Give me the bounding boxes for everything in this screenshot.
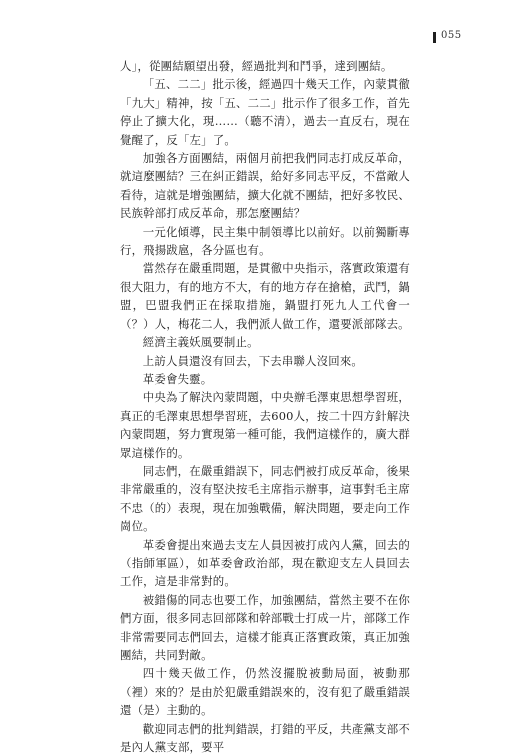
paragraph: 被錯傷的同志也要工作，加強團結，當然主要不在你們方面，很多同志回部隊和幹部戰士打成一片，部隊工作非常需要同志們回去，這樣才能真正落實政策，真正加強團結，共同對敵。 — [120, 592, 410, 662]
paragraph: 「五、二二」批示後，經過四十幾天工作，內蒙貫徹「九大」精神，按「五、二二」批示作了很多工作，首先停止了擴大化，現……（聽不清），過去一直反右，現在覺醒了，反「左」了。 — [120, 77, 410, 147]
page-number-marker — [433, 32, 436, 43]
paragraph: 中央為了解決內蒙問題，中央辦毛澤東思想學習班，真正的毛澤東思想學習班，去600人，按二十四方針解決內蒙問題，努力實現第一種可能，我們這樣作的，廣大群眾這樣作的。 — [120, 390, 410, 460]
paragraph: 革委會提出來過去支左人員因被打成內人黨，回去的（指師軍區），如革委會政治部，現在歡迎支左人員回去工作，這是非常對的。 — [120, 537, 410, 589]
paragraph: 人」，從團結願望出發，經過批判和鬥爭，達到團結。 — [120, 59, 393, 73]
body-text — [120, 57, 410, 756]
paragraph: 加強各方面團結，兩個月前把我們同志打成反革命，就這麼團結？三在糾正錯誤，給好多同志平反，不當敵人看待，這就是增強團結，擴大化就不團結，把好多牧民、民族幹部打成反革命，那怎麼團結？ — [120, 151, 410, 221]
paragraph: 當然存在嚴重問題，是貫徹中央指示，落實政策還有很大阻力，有的地方不大，有的地方存在搶槍，武鬥，鍋盟，巴盟我們正在採取措施，鍋盟打死九人工代會一（？）人，梅花二人，我們派人做工作，還要派部隊去。 — [120, 261, 410, 331]
paragraph: 革委會失靈。 — [142, 371, 213, 386]
paragraph: 一元化傾導，民主集中制領導比以前好。以前獨斷專行，飛揚跋扈，各分區也有。 — [120, 224, 410, 258]
paragraph: 經濟主義妖風要制止。 — [142, 335, 259, 350]
paragraph: 同志們，在嚴重錯誤下，同志們被打成反革命，後果非常嚴重的，沒有堅決按毛主席指示辦事，這事對毛主席不忠（的）表現，現在加強戰備，解決問題，要走向工作崗位。 — [120, 463, 410, 534]
paragraph: 四十幾天做工作，仍然沒擺脫被動局面，被動那（裡）來的？是由於犯嚴重錯誤來的，沒有犯了嚴重錯誤還（是）主動的。 — [120, 666, 410, 718]
page-number: 055 — [441, 30, 462, 41]
paragraph: 上訪人員還沒有回去，下去串聯人沒回來。 — [142, 353, 364, 368]
paragraph: 歡迎同志們的批判錯誤，打錯的平反，共產黨支部不是內人黨支部，要平 — [120, 721, 410, 755]
